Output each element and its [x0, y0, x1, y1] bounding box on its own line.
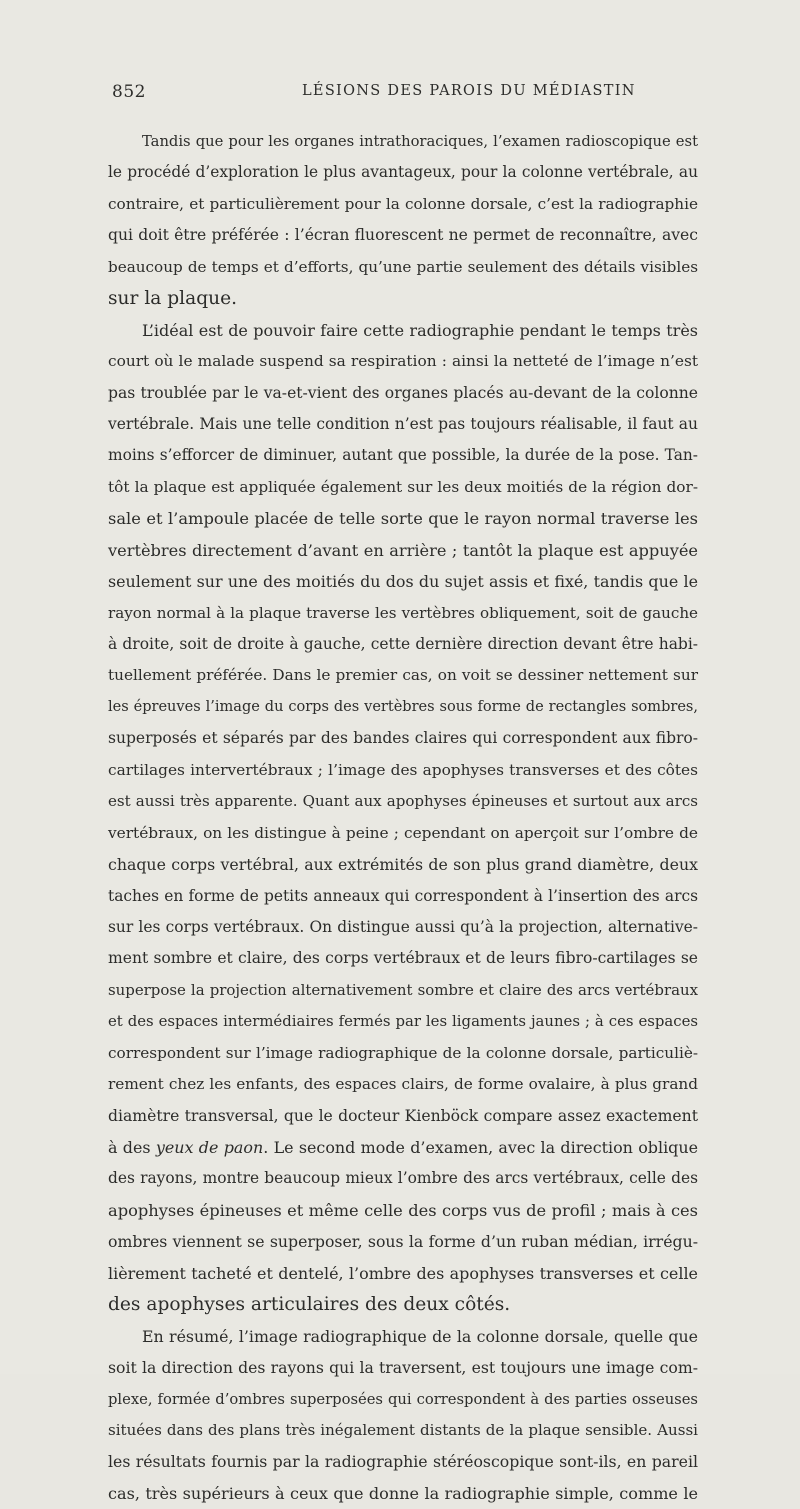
text-line: le procédé d’exploration le plus avantageux, pour la colonne vertébrale, au	[108, 163, 698, 182]
text-line: vertébrale. Mais une telle condition n’est pas toujours réalisable, il faut au	[108, 414, 698, 433]
text-line: En résumé, l’image radiographique de la colonne dorsale, quelle que	[142, 1326, 698, 1346]
text-line: des rayons, montre beaucoup mieux l’ombre des arcs vertébraux, celle des	[108, 1169, 698, 1188]
text-line: tôt la plaque est appliquée également sur les deux moitiés de la région dor-	[108, 477, 698, 496]
text-line	[108, 1132, 698, 1163]
text-line: L’idéal est de pouvoir faire cette radiographie pendant le temps très	[142, 320, 698, 340]
text-segment: à des	[108, 1138, 156, 1157]
text-line: beaucoup de temps et d’efforts, qu’une partie seulement des détails visibles	[108, 257, 698, 276]
text-line: vertébraux, on les distingue à peine ; cependant on aperçoit sur l’ombre de	[108, 823, 698, 842]
text-line: superpose la projection alternativement sombre et claire des arcs vertébraux	[108, 980, 698, 999]
text-line: pas troublée par le va-et-vient des organes placés au-devant de la colonne	[108, 383, 698, 402]
text-line: tuellement préférée. Dans le premier cas, on voit se dessiner nettement sur	[108, 666, 698, 685]
text-line: chaque corps vertébral, aux extrémités de son plus grand diamètre, deux	[108, 855, 698, 875]
italic-phrase: yeux de paon	[155, 1138, 264, 1157]
page-number: 852	[112, 82, 146, 102]
text-line: lièrement tacheté et dentelé, l’ombre des apophyses transverses et celle	[108, 1263, 698, 1283]
text-line: rayon normal à la plaque traverse les vertèbres obliquement, soit de gauche	[108, 603, 698, 622]
text-line: correspondent sur l’image radiographique de la colonne dorsale, particuliè-	[108, 1043, 698, 1062]
text-line: sur les corps vertébraux. On distingue aussi qu’à la projection, alternative-	[108, 917, 698, 936]
text-line: diamètre transversal, que le docteur Kienböck compare assez exactement	[108, 1106, 698, 1125]
text-line: sur la plaque.	[108, 288, 237, 310]
text-line: les épreuves l’image du corps des vertèbres sous forme de rectangles sombres,	[108, 698, 698, 715]
text-line: court où le malade suspend sa respiration : ainsi la netteté de l’image n’est	[108, 352, 698, 371]
text-line: cas, très supérieurs à ceux que donne la radiographie simple, comme le	[108, 1483, 698, 1503]
text-segment: . Le second mode d’examen, avec la direction oblique	[263, 1138, 698, 1157]
text-line: rement chez les enfants, des espaces clairs, de forme ovalaire, à plus grand	[108, 1075, 698, 1094]
text-line: à droite, soit de droite à gauche, cette dernière direction devant être habi-	[108, 635, 698, 653]
text-line: apophyses épineuses et même celle des corps vus de profil ; mais à ces	[108, 1200, 698, 1220]
text-line: ombres viennent se superposer, sous la forme d’un ruban médian, irrégu-	[108, 1232, 698, 1252]
text-line: situées dans des plans très inégalement distants de la plaque sensible. Aussi	[108, 1420, 698, 1439]
text-line: ment sombre et claire, des corps vertébraux et de leurs fibro-cartilages se	[108, 949, 698, 968]
text-line: contraire, et particulièrement pour la colonne dorsale, c’est la radiographie	[108, 194, 698, 213]
text-line: moins s’efforcer de diminuer, autant que possible, la durée de la pose. Tan-	[108, 446, 698, 465]
text-line: plexe, formée d’ombres superposées qui correspondent à des parties osseuses	[108, 1390, 698, 1408]
running-title: LÉSIONS DES PAROIS DU MÉDIASTIN	[302, 83, 636, 99]
text-line: vertèbres directement d’avant en arrière ; tantôt la plaque est appuyée	[108, 540, 698, 560]
text-line: Tandis que pour les organes intrathoraciques, l’examen radioscopique est	[142, 133, 698, 150]
text-line: superposés et séparés par des bandes claires qui correspondent aux fibro-	[108, 729, 698, 748]
text-line: est aussi très apparente. Quant aux apophyses épineuses et surtout aux arcs	[108, 792, 698, 811]
body-text	[108, 126, 698, 1509]
text-line: sale et l’ampoule placée de telle sorte que le rayon normal traverse les	[108, 509, 698, 529]
text-line: qui doit être préférée : l’écran fluorescent ne permet de reconnaître, avec	[108, 226, 698, 245]
text-line: des apophyses articulaires des deux côtés.	[108, 1294, 511, 1316]
text-line: et des espaces intermédiaires fermés par les ligaments jaunes ; à ces espaces	[108, 1012, 698, 1031]
text-line: taches en forme de petits anneaux qui correspondent à l’insertion des arcs	[108, 886, 698, 905]
page-header	[112, 82, 700, 106]
text-line: soit la direction des rayons qui la traversent, est toujours une image com-	[108, 1358, 698, 1378]
text-line: les résultats fournis par la radiographie stéréoscopique sont-ils, en pareil	[108, 1452, 698, 1472]
text-line: cartilages intervertébraux ; l’image des apophyses transverses et des côtes	[108, 760, 698, 779]
text-line: seulement sur une des moitiés du dos du sujet assis et fixé, tandis que le	[108, 572, 698, 592]
